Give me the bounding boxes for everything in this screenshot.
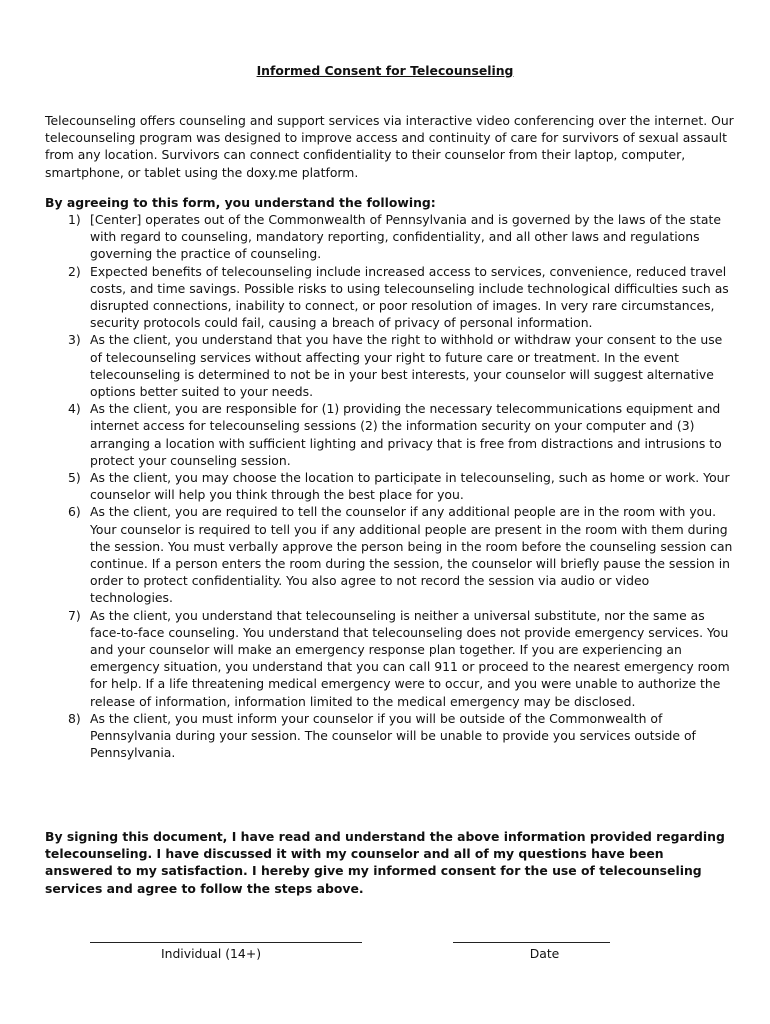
term-number: 1): [68, 212, 81, 227]
term-text: As the client, you understand that telecounseling is neither a universal substitute, nor the same as face-to-face counseling. You understand that telecounseling does not provide emergency services. You and your counselor will make an emergency response plan together. If you are experiencing an emergency situation, you understand that you can call 911 or proceed to the nearest emergency room for help. If a life threatening medical emergency were to occur, and you were unable to authorize the release of information, information limited to the medical emergency may be disclosed.: [90, 607, 730, 709]
individual-signature-line: [90, 942, 362, 943]
document-title: Informed Consent for Telecounseling: [256, 63, 514, 78]
term-item: [45, 710, 735, 762]
term-item: [45, 211, 735, 263]
term-item: [45, 607, 735, 710]
term-number: 7): [68, 607, 81, 623]
term-item: [45, 400, 735, 469]
term-text: [Center] operates out of the Commonwealth of Pennsylvania and is governed by the laws of the state with regard to counseling, mandatory reporting, confidentiality, and all other laws and regulations governing the practice of counseling.: [90, 212, 721, 262]
term-number: 5): [68, 470, 81, 486]
individual-signature-label: Individual (14+): [160, 946, 262, 961]
term-text: As the client, you understand that you have the right to withhold or withdraw your consent to the use of telecounseling services without affecting your right to future care or treatment. In the event telecounseling is determined to not be in your best interests, your counselor will suggest alternative options better suited to your needs.: [90, 332, 723, 400]
term-text: As the client, you may choose the location to participate in telecounseling, such as home or work. Your counselor will help you think through the best place for you.: [90, 470, 730, 503]
date-signature-label: Date: [529, 946, 560, 961]
term-number: 3): [68, 332, 81, 348]
date-signature-line: [453, 942, 610, 943]
term-item: [45, 331, 735, 400]
term-number: 6): [68, 504, 81, 520]
term-text: As the client, you are responsible for (1) providing the necessary telecommunications equipment and internet access for telecounseling sessions (2) the information security on your computer and (3) arranging a location with sufficient lighting and privacy that is free from distractions and intrusions to protect your counseling session.: [90, 401, 722, 468]
term-number: 8): [68, 710, 81, 726]
signing-statement: By signing this document, I have read and understand the above information provided regarding telecounseling. I have discussed it with my counselor and all of my questions have been answered to my satisfaction. I hereby give my informed consent for the use of telecounseling services and agree to follow the steps above.: [45, 829, 725, 896]
term-number: 4): [68, 401, 81, 417]
term-item: [45, 469, 735, 503]
intro-paragraph: Telecounseling offers counseling and support services via interactive video conferencing over the internet. Our telecounseling program was designed to improve access and continuity of care for survivors of sexual assault from any location. Survivors can connect confidentiality to their counselor from their laptop, computer, smartphone, or tablet using the doxy.me platform.: [45, 113, 734, 180]
term-item: [45, 263, 735, 332]
term-text: Expected benefits of telecounseling include increased access to services, convenience, reduced travel costs, and time savings. Possible risks to using telecounseling include technological difficulties such as disrupted connections, inability to connect, or poor resolution of images. In very rare circumstances, security protocols could fail, causing a breach of privacy of personal information.: [90, 263, 729, 331]
term-number: 2): [68, 263, 81, 279]
term-text: As the client, you are required to tell the counselor if any additional people are in the room with you. Your counselor is required to tell you if any additional people are present in the room with them during the session. You must verbally approve the person being in the room before the counseling session can continue. If a person enters the room during the session, the counselor will briefly pause the session in order to protect confidentiality. You also agree to not record the session via audio or video technologies.: [90, 504, 733, 606]
terms-list: [45, 211, 735, 762]
term-item: [45, 503, 735, 606]
term-text: As the client, you must inform your counselor if you will be outside of the Commonwealth of Pennsylvania during your session. The counselor will be unable to provide you services outside of Pennsylvania.: [90, 710, 696, 761]
agreement-heading: By agreeing to this form, you understand the following:: [45, 195, 436, 210]
